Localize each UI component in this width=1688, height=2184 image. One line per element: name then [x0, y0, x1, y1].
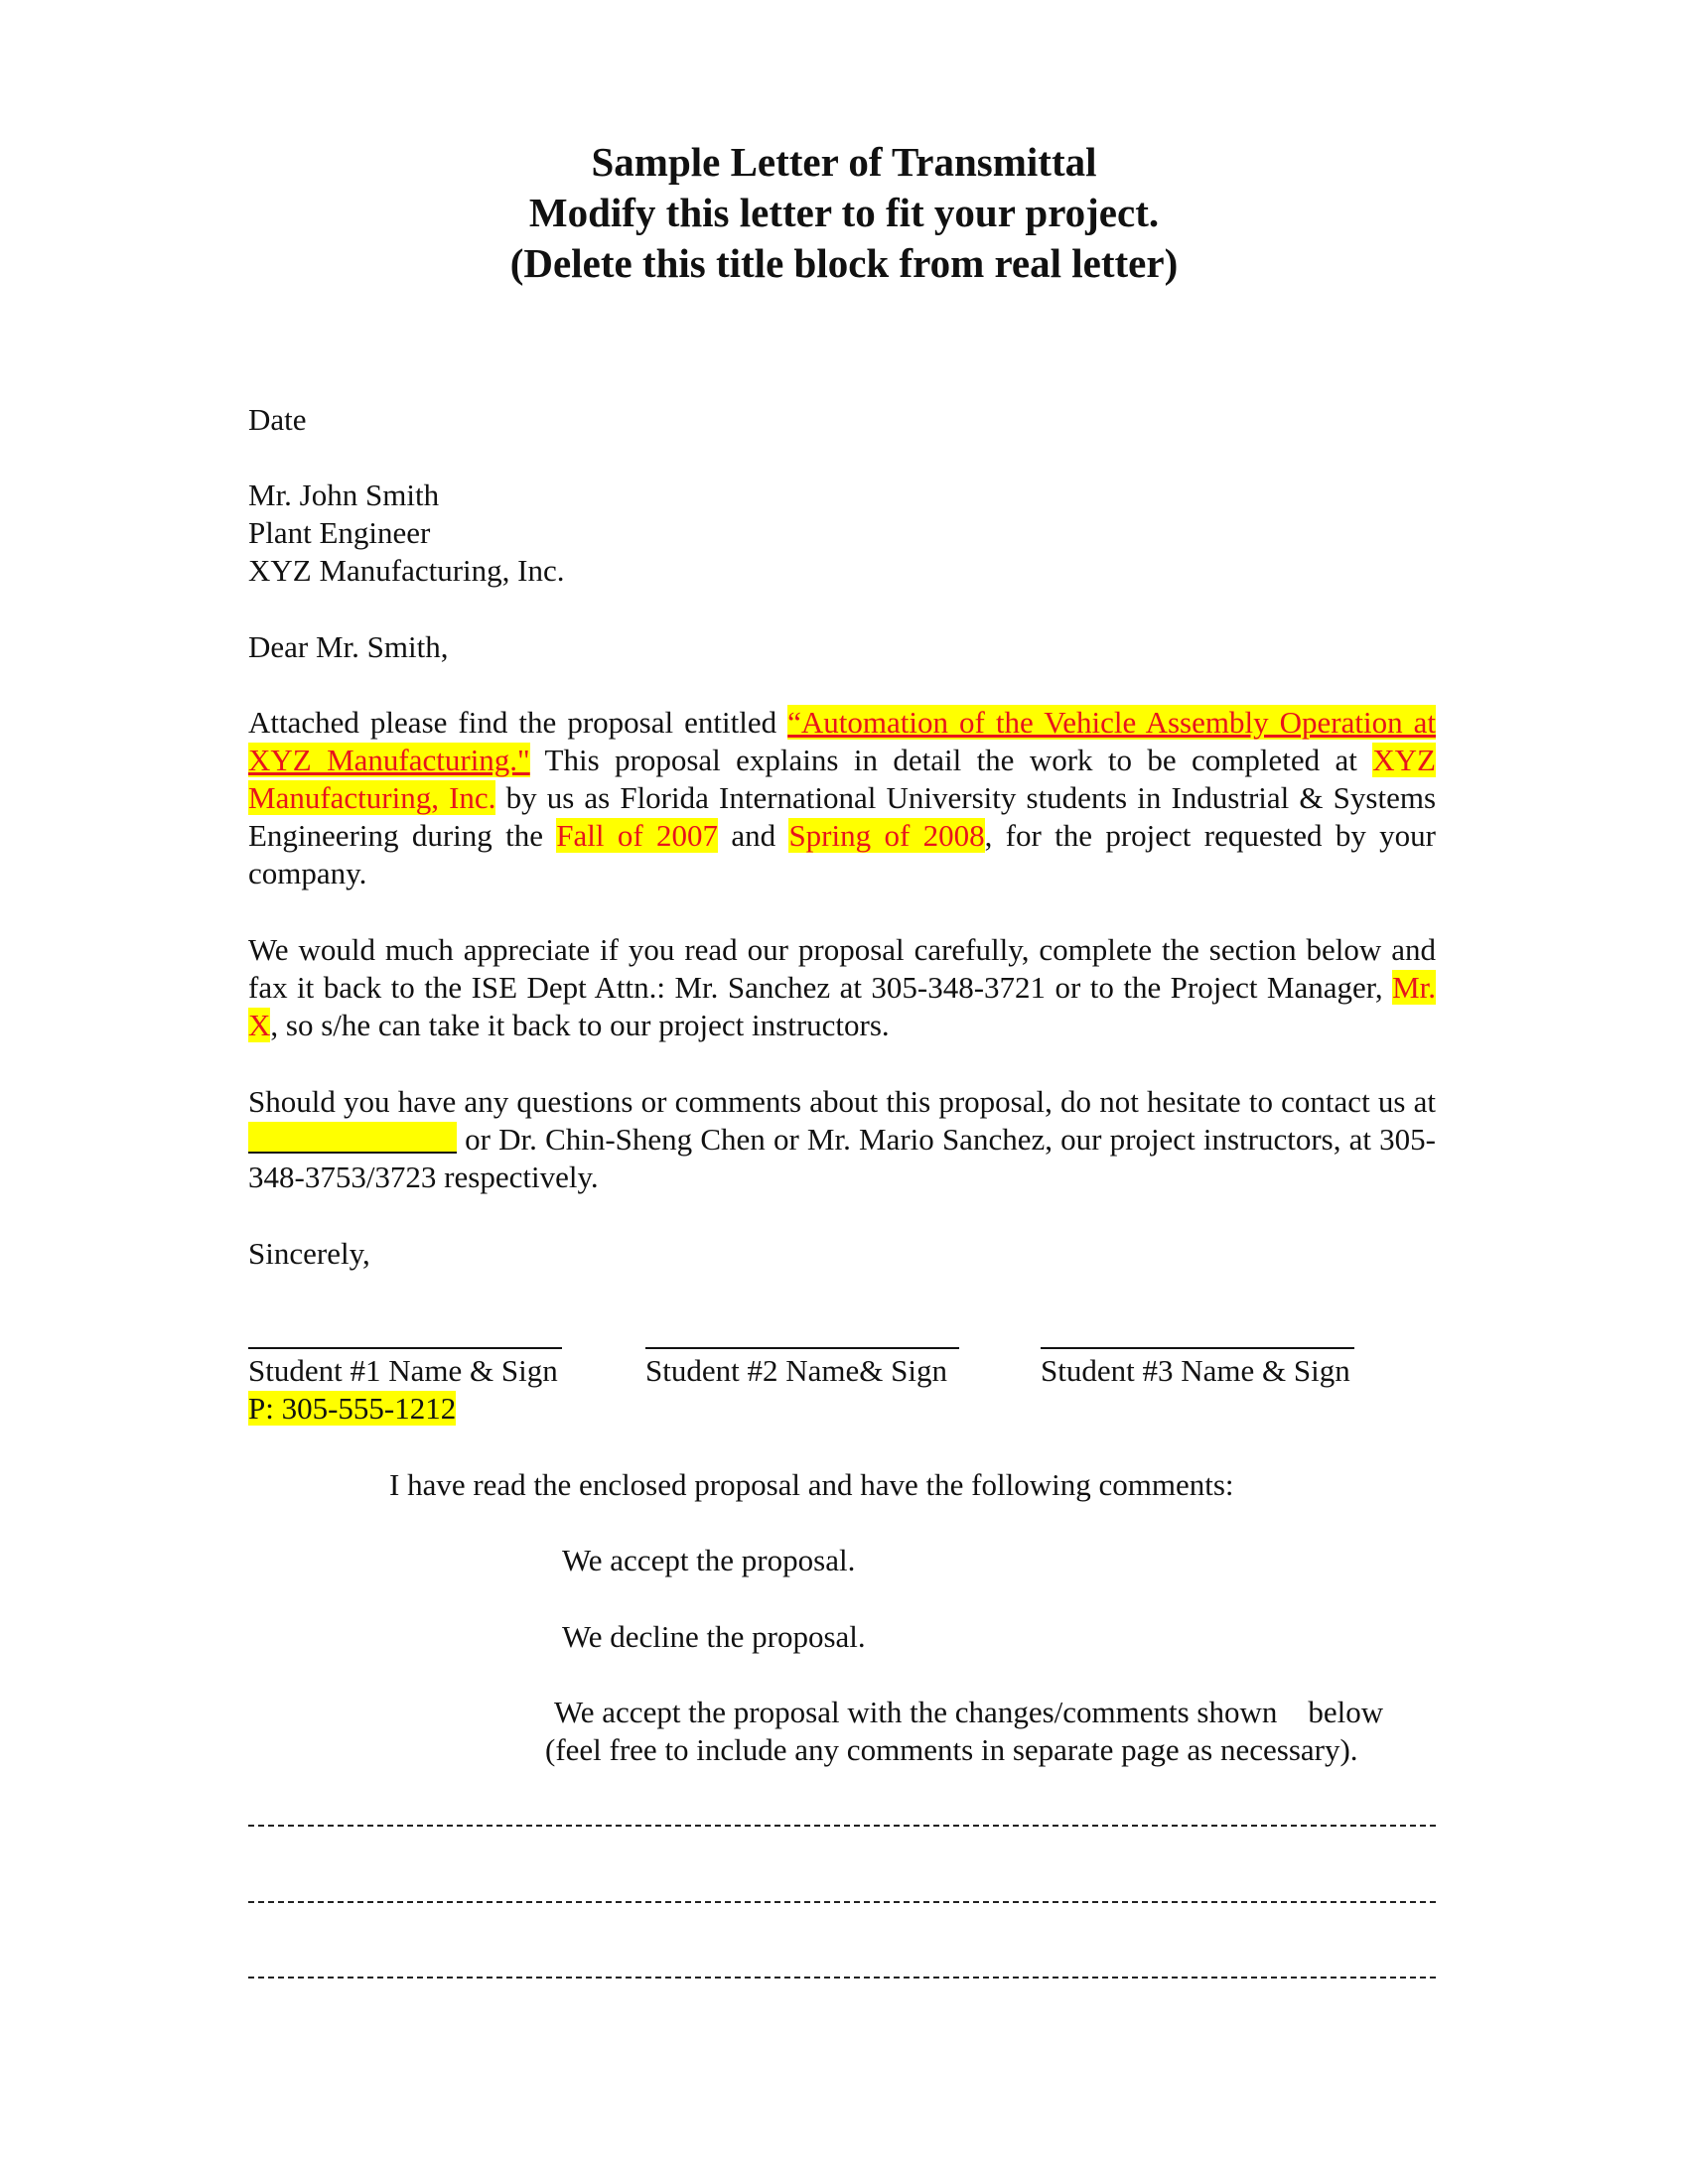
title-block: [0, 137, 1688, 289]
paragraph-1: [248, 704, 1436, 892]
recipient-company: XYZ Manufacturing, Inc.: [248, 553, 565, 588]
student-3-label: Student #3 Name & Sign: [1041, 1353, 1350, 1388]
paragraph-1-text-d: and: [718, 818, 789, 853]
recipient-position: Plant Engineer: [248, 515, 431, 550]
option-decline: We decline the proposal.: [562, 1619, 866, 1654]
term-1-highlight: Fall of 2007: [556, 818, 719, 853]
paragraph-3-text-a: Should you have any questions or comments about this proposal, do not hesitate to contact us at: [248, 1084, 1436, 1119]
paragraph-2: [248, 931, 1436, 1044]
comment-line-3[interactable]: [248, 1977, 1436, 1979]
comment-line-2[interactable]: [248, 1901, 1436, 1903]
option-changes-line-2: (feel free to include any comments in separate page as necessary).: [545, 1732, 1358, 1767]
paragraph-1-text-b: This proposal explains in detail the work to be completed at: [529, 743, 1373, 777]
paragraph-2-text-a: We would much appreciate if you read our proposal carefully, complete the section below and fax it back to the ISE Dept Attn.: Mr. Sanchez at 305-348-3721 or to the Project Manager,: [248, 932, 1436, 1005]
salutation: Dear Mr. Smith,: [248, 629, 449, 664]
paragraph-3: [248, 1083, 1436, 1196]
proposal-title: “Automation of the Vehicle Assembly Operation at XYZ Manufacturing.": [248, 705, 1436, 777]
company-highlight: XYZ Manufacturing, Inc.: [248, 743, 1436, 815]
title-line-2: Modify this letter to fit your project.: [528, 190, 1160, 235]
student-2-label: Student #2 Name& Sign: [645, 1353, 947, 1388]
student-1-label: Student #1 Name & Sign: [248, 1353, 558, 1388]
paragraph-2-text-b: , so s/he can take it back to our project instructors.: [270, 1008, 890, 1042]
title-line-3: (Delete this title block from real letter): [509, 240, 1179, 286]
option-accept: We accept the proposal.: [562, 1543, 856, 1577]
recipient-name: Mr. John Smith: [248, 478, 440, 512]
date-line: Date: [248, 402, 307, 437]
paragraph-1-text-e: , for the project requested by your company.: [248, 818, 1436, 890]
signature-line-1: [248, 1347, 562, 1349]
paragraph-1-text-a: Attached please find the proposal entitled: [248, 705, 788, 740]
signature-line-2: [645, 1347, 959, 1349]
signature-line-3: [1041, 1347, 1354, 1349]
comment-line-1[interactable]: [248, 1825, 1436, 1827]
option-changes-line-1: We accept the proposal with the changes/comments shown below: [554, 1695, 1384, 1729]
paragraph-1-text-c: by us as Florida International University students in Industrial & Systems Engineering during the: [248, 780, 1437, 853]
response-intro: I have read the enclosed proposal and have the following comments:: [389, 1467, 1234, 1502]
contact-blank-field[interactable]: [248, 1122, 457, 1154]
term-2-highlight: Spring of 2008: [788, 818, 985, 853]
phone-line: [248, 1390, 456, 1428]
closing: Sincerely,: [248, 1236, 370, 1271]
manager-highlight: Mr. X: [248, 970, 1436, 1042]
recipient-address: [248, 477, 1436, 590]
phone-highlight: P: 305-555-1212: [248, 1391, 457, 1426]
paragraph-3-text-b: or Dr. Chin-Sheng Chen or Mr. Mario Sanchez, our project instructors, at 305-348-3753/3723 respectively.: [248, 1122, 1436, 1194]
title-line-1: Sample Letter of Transmittal: [591, 139, 1097, 185]
